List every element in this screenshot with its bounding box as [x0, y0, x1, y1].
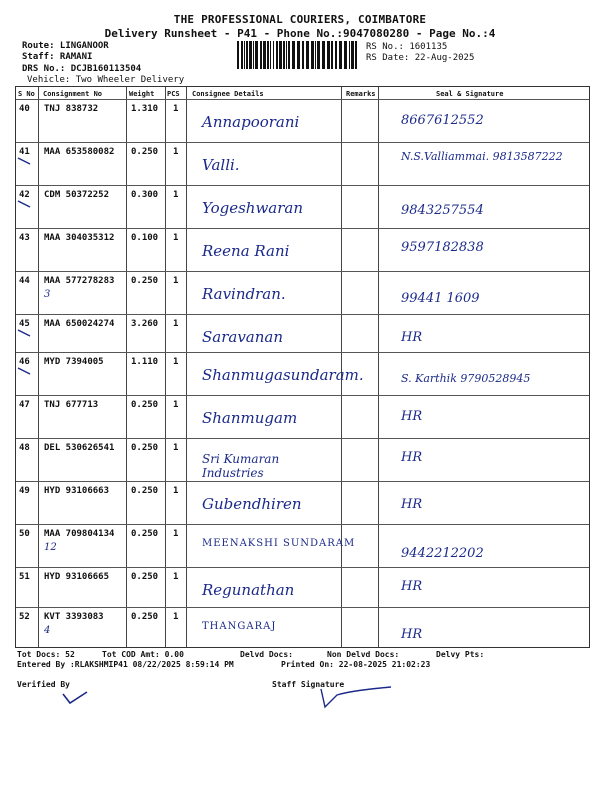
row-pcs: 1: [173, 147, 179, 157]
row-sno: 47: [19, 400, 30, 410]
table-row: [16, 567, 589, 607]
row-sno: 40: [19, 104, 30, 114]
row-consignment-no: CDM 50372252: [44, 190, 110, 200]
row-consignee-name: Shanmugasundaram.: [202, 366, 364, 384]
tick-mark-icon: [16, 156, 32, 166]
row-weight: 0.250: [131, 443, 159, 453]
total-cod: Tot COD Amt: 0.00: [102, 650, 184, 659]
staff: Staff: RAMANI: [22, 52, 93, 62]
row-sno: 49: [19, 486, 30, 496]
row-consignment-no: KVT 3393083: [44, 612, 104, 622]
row-weight: 0.250: [131, 400, 159, 410]
col-header-remarks: Remarks: [346, 90, 376, 98]
row-consignee-name: MEENAKSHI SUNDARAM: [202, 538, 356, 549]
row-consignee-name: Saravanan: [202, 328, 284, 346]
row-seal-signature: 9442212202: [401, 546, 484, 561]
row-seal-signature: HR: [401, 579, 423, 594]
runsheet-subtitle: Delivery Runsheet - P41 - Phone No.:9047080280 - Page No.:4: [104, 27, 496, 40]
row-consignee-name: Regunathan: [202, 581, 295, 599]
row-consignment-no: TNJ 838732: [44, 104, 99, 114]
row-pcs: 1: [173, 612, 179, 622]
table-row: [16, 352, 589, 395]
row-sno: 42: [19, 190, 30, 200]
row-pcs: 1: [173, 400, 179, 410]
row-consignment-no: MYD 7394005: [44, 357, 104, 367]
row-sub-note: 12: [44, 542, 57, 553]
rs-date: RS Date: 22-Aug-2025: [366, 53, 475, 63]
row-seal-signature: HR: [401, 450, 423, 465]
row-consignment-no: HYD 93106663: [44, 486, 110, 496]
row-sno: 51: [19, 572, 30, 582]
row-seal-signature: S. Karthik 9790528945: [401, 372, 531, 385]
table-row: [16, 228, 589, 271]
row-weight: 0.250: [131, 486, 159, 496]
col-header-consignee: Consignee Details: [192, 90, 264, 98]
row-sno: 48: [19, 443, 30, 453]
row-sno: 46: [19, 357, 30, 367]
row-pcs: 1: [173, 357, 179, 367]
row-seal-signature: HR: [401, 497, 423, 512]
row-pcs: 1: [173, 529, 179, 539]
row-pcs: 1: [173, 233, 179, 243]
delivery-points: Delvy Pts:: [436, 650, 485, 659]
staff-signature-label: Staff Signature: [272, 680, 345, 689]
tick-mark-icon: [16, 328, 32, 338]
verified-signature: [60, 688, 90, 706]
delivered-docs: Delvd Docs:: [240, 650, 293, 659]
row-pcs: 1: [173, 486, 179, 496]
route: Route: LINGANOOR: [22, 41, 109, 51]
row-consignment-no: MAA 577278283: [44, 276, 115, 286]
row-sno: 45: [19, 319, 30, 329]
col-header-consignment: Consignment No: [43, 90, 103, 98]
row-weight: 1.310: [131, 104, 159, 114]
table-row: [16, 99, 589, 142]
row-weight: 0.250: [131, 147, 159, 157]
row-sno: 52: [19, 612, 30, 622]
row-weight: 0.250: [131, 572, 159, 582]
row-pcs: 1: [173, 104, 179, 114]
row-sno: 43: [19, 233, 30, 243]
table-row: [16, 142, 589, 185]
row-sno: 50: [19, 529, 30, 539]
verified-by-label: Verified By: [17, 680, 70, 689]
row-seal-signature: N.S.Valliammai. 9813587222: [401, 150, 563, 163]
tick-mark-icon: [16, 199, 32, 209]
row-weight: 0.250: [131, 276, 159, 286]
row-pcs: 1: [173, 319, 179, 329]
row-seal-signature: HR: [401, 409, 423, 424]
company-title: THE PROFESSIONAL COURIERS, COIMBATORE: [173, 13, 427, 26]
table-row: [16, 481, 589, 524]
row-sub-note: 3: [44, 289, 51, 300]
table-row: [16, 524, 589, 567]
row-consignee-name: Valli.: [202, 156, 240, 174]
table-row: [16, 438, 589, 481]
row-pcs: 1: [173, 572, 179, 582]
row-weight: 0.300: [131, 190, 159, 200]
row-pcs: 1: [173, 276, 179, 286]
row-consignment-no: DEL 530626541: [44, 443, 115, 453]
row-seal-signature: 99441 1609: [401, 291, 480, 306]
row-consignment-no: HYD 93106665: [44, 572, 110, 582]
row-consignment-no: MAA 650024274: [44, 319, 115, 329]
row-consignee-name: Annapoorani: [202, 113, 300, 131]
col-header-weight: Weight: [129, 90, 155, 98]
col-header-seal: Seal & Signature: [436, 90, 504, 98]
row-weight: 0.250: [131, 529, 159, 539]
row-consignee-name: Shanmugam: [202, 409, 298, 427]
table-row: [16, 185, 589, 228]
row-consignee-name: Sri Kumaran Industries: [202, 452, 280, 480]
row-weight: 3.260: [131, 319, 159, 329]
table-row: [16, 314, 589, 352]
row-seal-signature: HR: [401, 330, 423, 345]
row-consignee-name: Ravindran.: [202, 285, 286, 303]
vehicle: Vehicle: Two Wheeler Delivery: [27, 75, 185, 85]
entered-by: Entered By :RLAKSHMIP41 08/22/2025 8:59:14 PM: [17, 660, 234, 669]
table-row: [16, 271, 589, 314]
row-weight: 0.100: [131, 233, 159, 243]
rs-number: RS No.: 1601135: [366, 42, 448, 52]
barcode: [237, 41, 361, 69]
row-consignment-no: MAA 304035312: [44, 233, 115, 243]
row-sub-note: 4: [44, 625, 51, 636]
row-consignment-no: TNJ 677713: [44, 400, 99, 410]
runsheet-table: [15, 86, 590, 648]
staff-signature: [315, 685, 395, 711]
row-consignment-no: MAA 653580082: [44, 147, 115, 157]
total-docs: Tot Docs: 52: [17, 650, 75, 659]
drs-number: DRS No.: DCJB160113504: [22, 64, 142, 74]
row-consignee-name: Gubendhiren: [202, 495, 302, 513]
row-consignee-name: Reena Rani: [202, 242, 290, 260]
row-consignment-no: MAA 709804134: [44, 529, 115, 539]
row-sno: 41: [19, 147, 30, 157]
table-row: [16, 395, 589, 438]
row-sno: 44: [19, 276, 30, 286]
table-row: [16, 607, 589, 647]
row-pcs: 1: [173, 443, 179, 453]
row-pcs: 1: [173, 190, 179, 200]
row-weight: 1.110: [131, 357, 159, 367]
row-seal-signature: 8667612552: [401, 113, 484, 128]
row-seal-signature: HR: [401, 627, 423, 642]
row-seal-signature: 9597182838: [401, 240, 484, 255]
row-consignee-name: Yogeshwaran: [202, 199, 304, 217]
tick-mark-icon: [16, 366, 32, 376]
col-header-sno: S No: [18, 90, 35, 98]
col-header-pcs: PCS: [167, 90, 180, 98]
row-weight: 0.250: [131, 612, 159, 622]
row-consignee-name: THANGARAJ: [202, 621, 277, 632]
printed-on: Printed On: 22-08-2025 21:02:23: [281, 660, 431, 669]
row-seal-signature: 9843257554: [401, 203, 484, 218]
non-delivered-docs: Non Delvd Docs:: [327, 650, 400, 659]
